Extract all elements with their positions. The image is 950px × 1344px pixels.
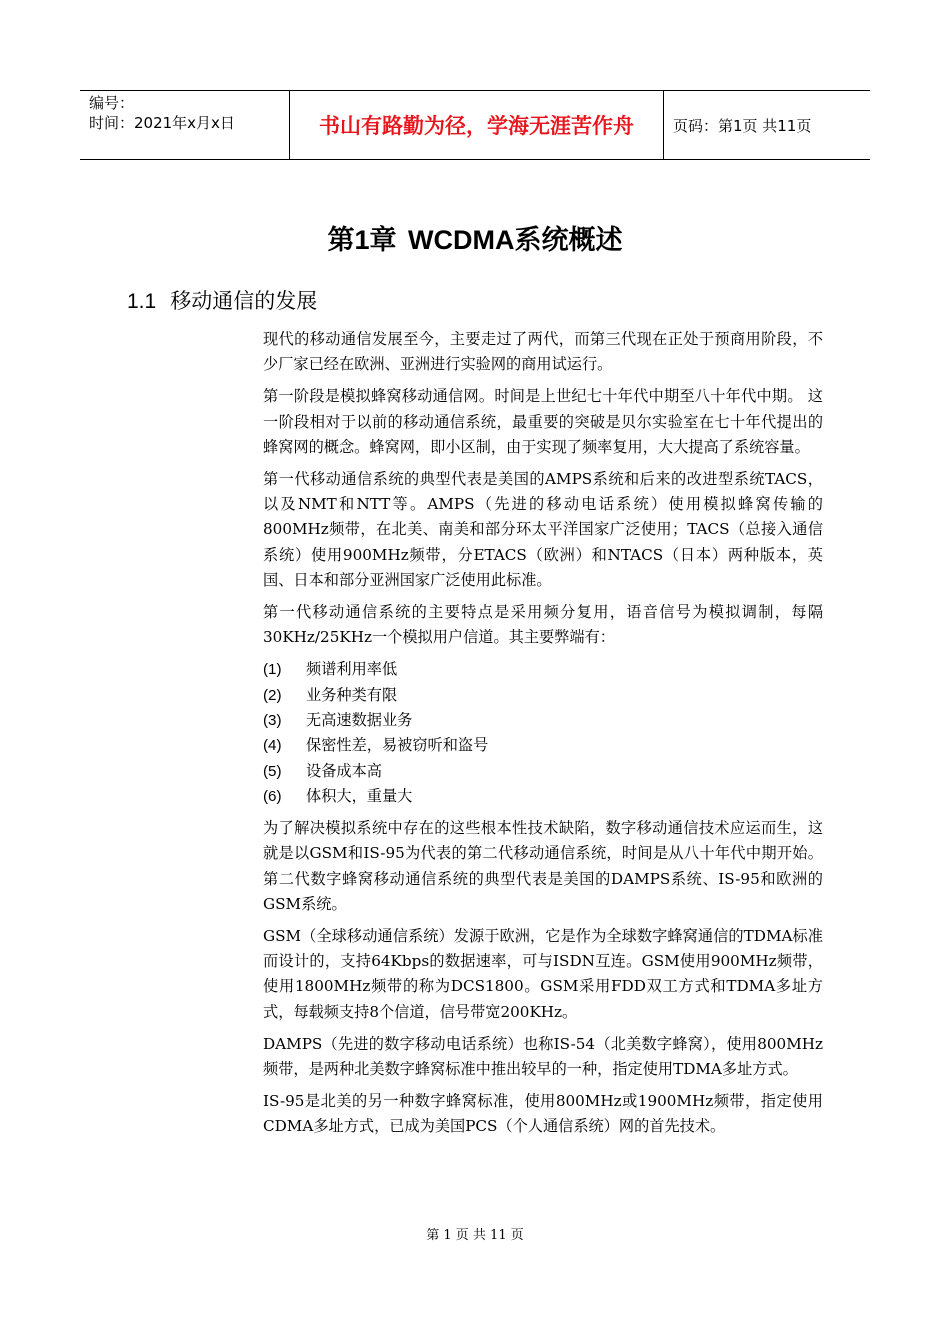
header-motto: 书山有路勤为径，学海无涯苦作舟 bbox=[290, 91, 664, 159]
paragraph: 现代的移动通信发展至今，主要走过了两代，而第三代现在正处于预商用阶段，不少厂家已经在欧洲、亚洲进行实验网的商用试运行。 bbox=[263, 330, 823, 374]
chapter-title: 第1章 WCDMA系统概述 bbox=[327, 225, 623, 255]
drawbacks-list bbox=[263, 657, 823, 809]
section-number: 1.1 bbox=[127, 290, 157, 313]
paragraph: 第一代移动通信系统的主要特点是采用频分复用，语音信号为模拟调制，每隔30KHz/25KHz一个模拟用户信道。其主要弊端有： bbox=[263, 603, 823, 647]
list-item-number: (3) bbox=[263, 712, 282, 730]
list-item bbox=[263, 733, 823, 758]
header-page-info: 页码：第1页 共11页 bbox=[673, 116, 812, 135]
paragraph: 第一阶段是模拟蜂窝移动通信网。时间是上世纪七十年代中期至八十年代中期。 这一阶段相对于以前的移动通信系统，最重要的突破是贝尔实验室在七十年代提出的蜂窝网的概念。蜂窝网，即小区制，由于实现了频率复用，大大提高了系统容量。 bbox=[263, 387, 823, 456]
list-item-text: 业务种类有限 bbox=[306, 685, 398, 704]
header-meta-cell bbox=[80, 91, 290, 159]
paragraph: GSM（全球移动通信系统）发源于欧洲，它是作为全球数字蜂窝通信的TDMA标准而设计的，支持64Kbps的数据速率，可与ISDN互连。GSM使用900MHz频带，使用1800MHz频带的称为DCS1800。GSM采用FDD双工方式和TDMA多址方式，每载频支持8个信道，信号带宽200KHz。 bbox=[263, 927, 823, 1021]
section-heading bbox=[127, 285, 317, 315]
list-item-number: (2) bbox=[263, 686, 282, 704]
paragraph: IS-95是北美的另一种数字蜂窝标准，使用800MHz或1900MHz频带，指定使用CDMA多址方式，已成为美国PCS（个人通信系统）网的首先技术。 bbox=[263, 1092, 823, 1136]
list-item-text: 无高速数据业务 bbox=[306, 711, 413, 730]
list-item bbox=[263, 759, 823, 784]
section-title: 移动通信的发展 bbox=[170, 290, 318, 313]
list-item-text: 体积大，重量大 bbox=[306, 786, 413, 805]
list-item-number: (5) bbox=[263, 762, 282, 780]
list-item-number: (6) bbox=[263, 787, 282, 805]
paragraph: DAMPS（先进的数字移动电话系统）也称IS-54（北美数字蜂窝），使用800MHz频带，是两种北美数字蜂窝标准中推出较早的一种，指定使用TDMA多址方式。 bbox=[263, 1034, 823, 1079]
header-time-label: 时间：2021年x月x日 bbox=[89, 114, 235, 132]
header-table bbox=[80, 90, 870, 160]
list-item bbox=[263, 784, 823, 809]
list-item bbox=[263, 708, 823, 733]
list-item-number: (4) bbox=[263, 737, 282, 755]
list-item bbox=[263, 657, 823, 682]
header-number-label: 编号： bbox=[89, 94, 135, 112]
list-item bbox=[263, 683, 823, 708]
list-item-number: (1) bbox=[263, 661, 282, 679]
list-item-text: 保密性差，易被窃听和盗号 bbox=[306, 736, 489, 755]
list-item-text: 频谱利用率低 bbox=[306, 660, 398, 679]
document-body bbox=[263, 327, 823, 1147]
list-item-text: 设备成本高 bbox=[306, 761, 382, 780]
page-footer: 第 1 页 共 11 页 bbox=[426, 1228, 524, 1243]
paragraph: 第一代移动通信系统的典型代表是美国的AMPS系统和后来的改进型系统TACS，以及NMT和NTT等。AMPS（先进的移动电话系统）使用模拟蜂窝传输的800MHz频带，在北美、南美和部分环太平洋国家广泛使用；TACS（总接入通信系统）使用900MHz频带，分ETACS（欧洲）和NTACS（日本）两种版本，英国、日本和部分亚洲国家广泛使用此标准。 bbox=[263, 470, 823, 589]
paragraph: 为了解决模拟系统中存在的这些根本性技术缺陷，数字移动通信技术应运而生，这就是以GSM和IS-95为代表的第二代移动通信系统，时间是从八十年代中期开始。第二代数字蜂窝移动通信系统的典型代表是美国的DAMPS系统、IS-95和欧洲的GSM系统。 bbox=[263, 819, 823, 913]
